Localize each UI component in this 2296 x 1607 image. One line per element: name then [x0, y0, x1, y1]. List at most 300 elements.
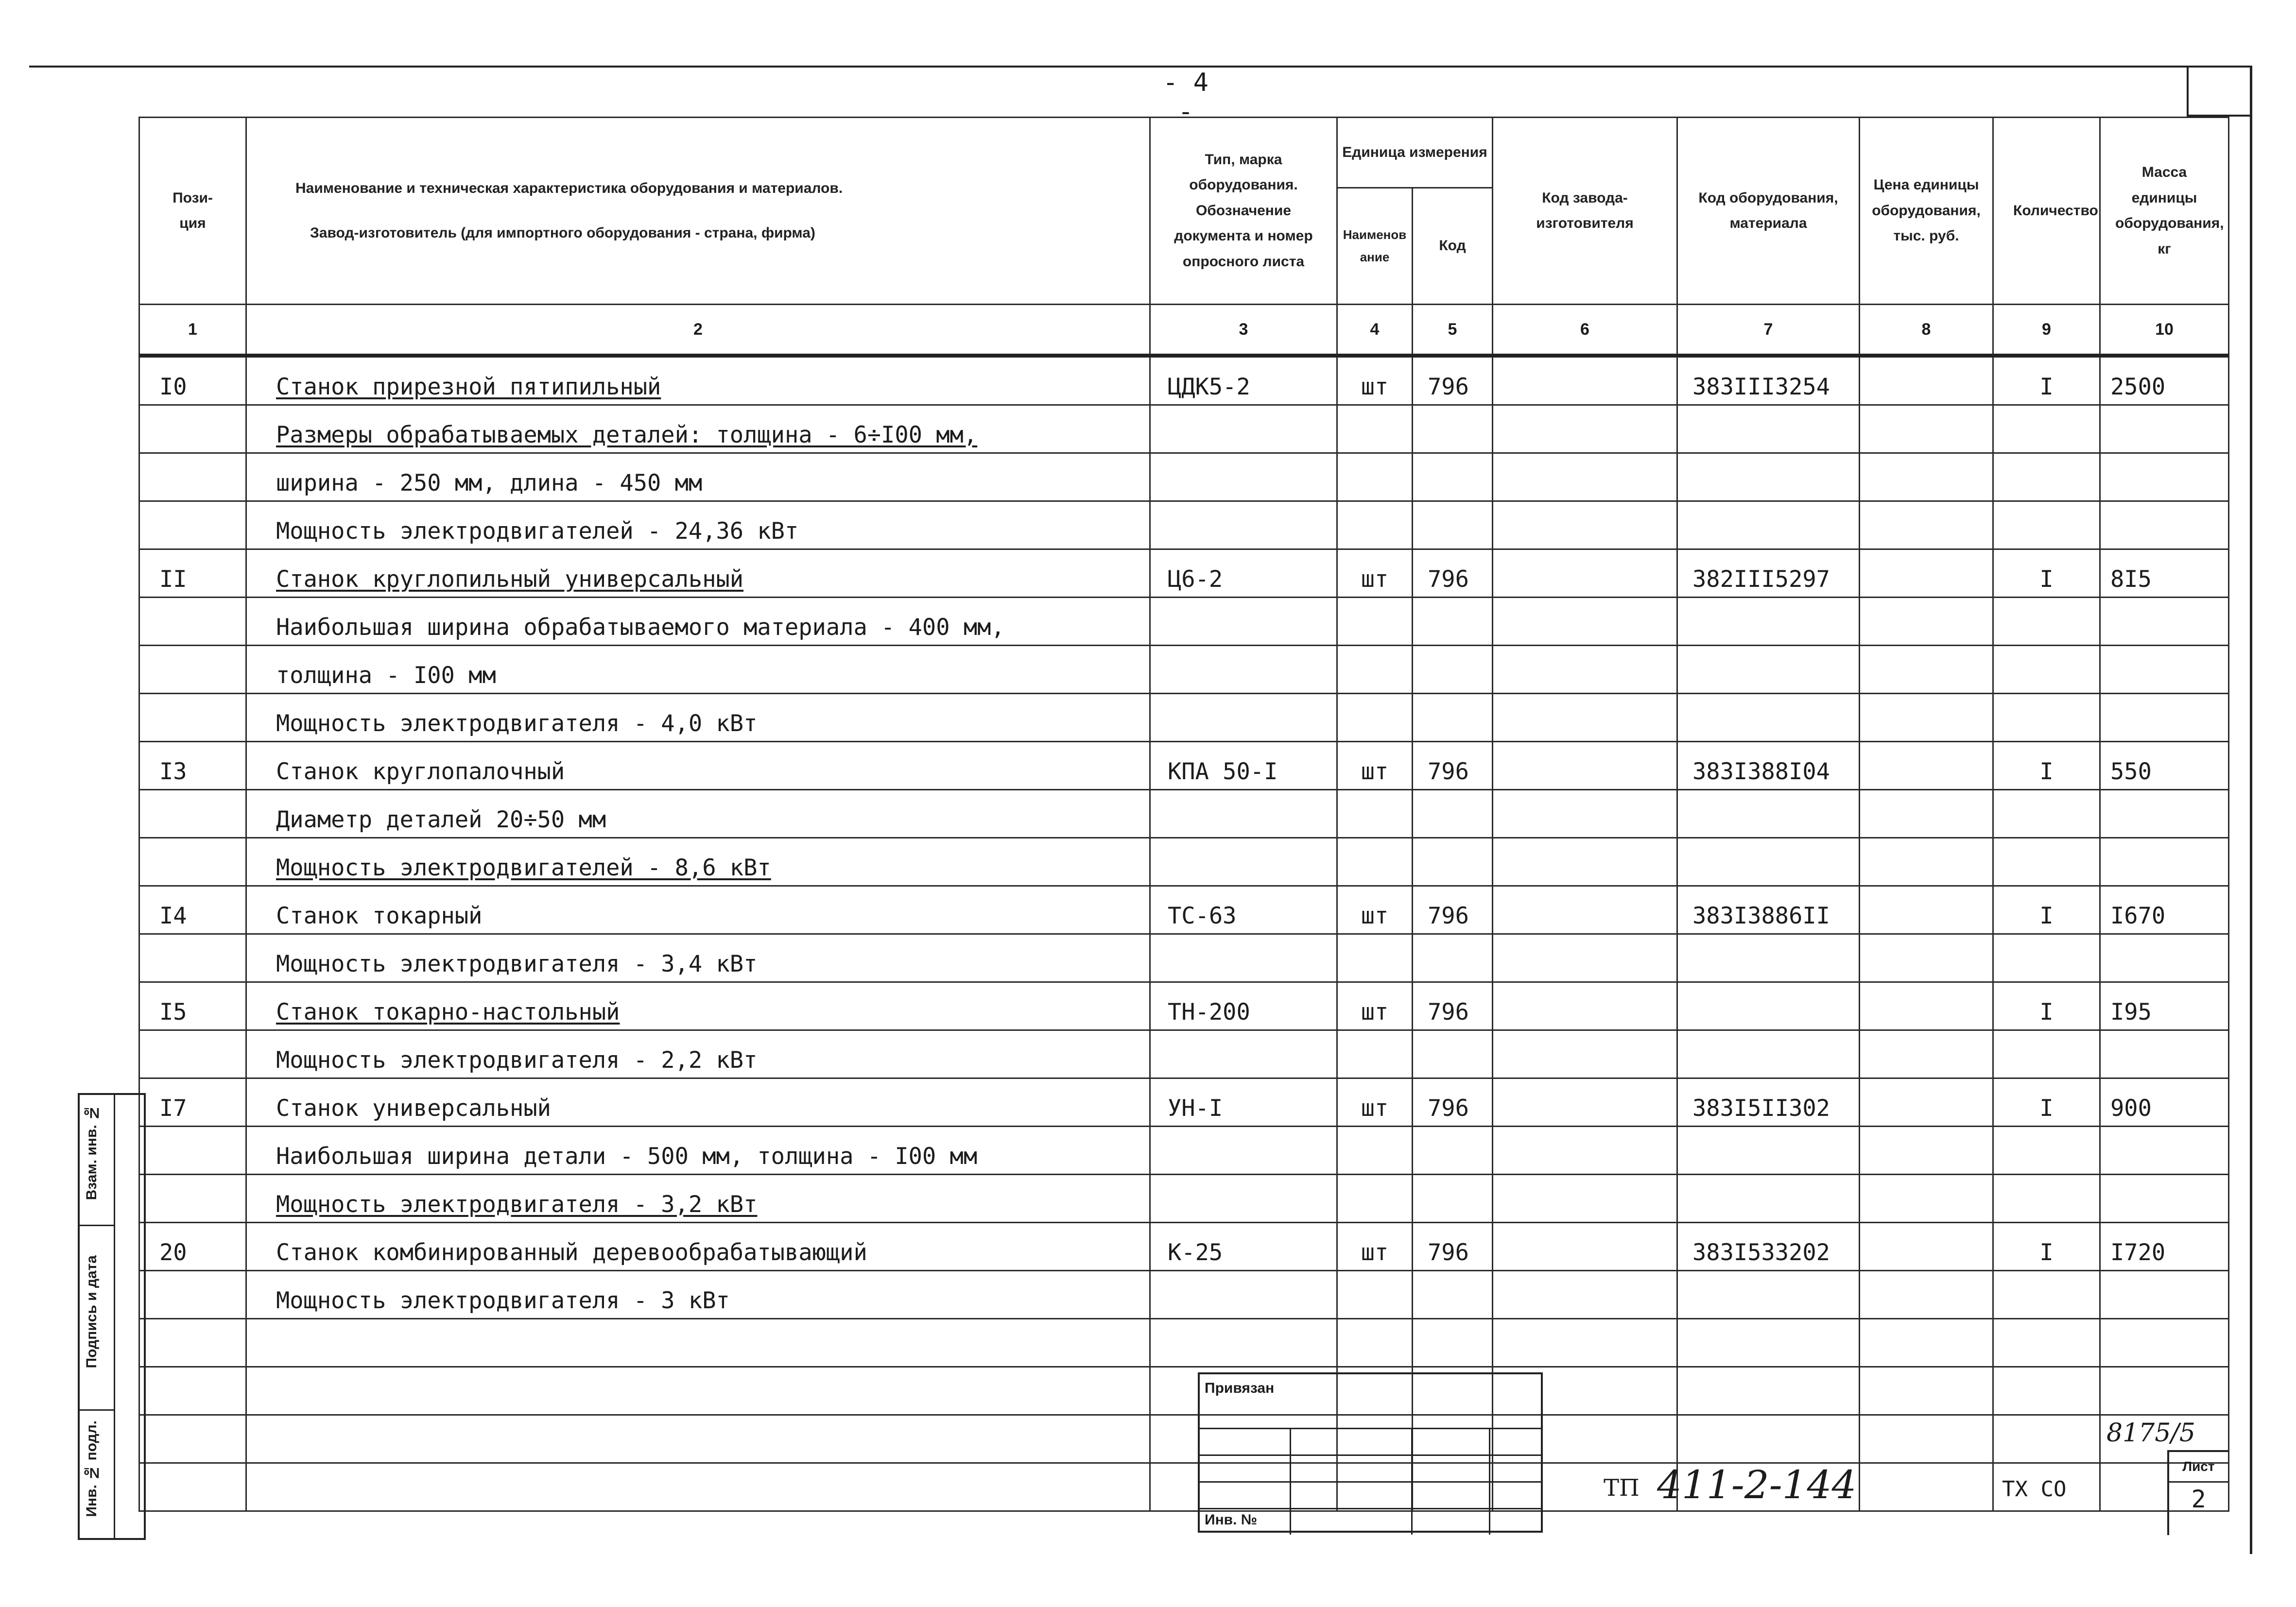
cell-quantity: I — [1993, 1223, 2100, 1271]
row-text: Станок токарный — [276, 903, 483, 929]
cell-unit-code: 796 — [1413, 356, 1493, 405]
cell-price — [1860, 1078, 1993, 1127]
cell-mass — [2100, 598, 2229, 646]
cell-name — [246, 742, 1150, 790]
cell-type: КПА 50-I — [1150, 742, 1337, 790]
cell-quantity — [1993, 1415, 2100, 1463]
cell-unit — [1337, 405, 1413, 453]
column-number-5: 5 — [1413, 305, 1493, 356]
cell-price — [1860, 1175, 1993, 1223]
cell-position: I4 — [139, 886, 246, 934]
cell-unit-code — [1413, 1127, 1493, 1175]
cell-price — [1860, 934, 1993, 982]
cell-equipment-code — [1677, 934, 1860, 982]
column-number-row — [139, 305, 2229, 356]
cell-unit — [1337, 598, 1413, 646]
cell-price — [1860, 982, 1993, 1030]
cell-quantity: I — [1993, 742, 2100, 790]
sidebar-inv-orig-cell — [80, 1411, 114, 1538]
cell-unit — [1337, 934, 1413, 982]
cell-name — [246, 1078, 1150, 1127]
cell-position — [139, 501, 246, 549]
row-text: Мощность электродвигателей - 24,36 кВт — [276, 518, 799, 545]
row-text: Станок прирезной пятипильный — [276, 374, 661, 400]
cell-equipment-code: 383I5II302 — [1677, 1078, 1860, 1127]
cell-unit-code — [1413, 1319, 1493, 1367]
cell-equipment-code — [1677, 405, 1860, 453]
cell-position: I5 — [139, 982, 246, 1030]
cell-position — [139, 1271, 246, 1319]
cell-price — [1860, 838, 1993, 886]
cell-mass — [2100, 646, 2229, 694]
cell-mass — [2100, 934, 2229, 982]
cell-name — [246, 934, 1150, 982]
cell-equipment-code: 383I533202 — [1677, 1223, 1860, 1271]
cell-mass: I670 — [2100, 886, 2229, 934]
cell-name — [246, 1271, 1150, 1319]
cell-equipment-code — [1677, 1271, 1860, 1319]
cell-equipment-code — [1677, 982, 1860, 1030]
row-text: Мощность электродвигателя - 3,4 кВт — [276, 951, 758, 977]
cell-unit — [1337, 790, 1413, 838]
cell-maker-code — [1493, 742, 1677, 790]
cell-quantity — [1993, 646, 2100, 694]
cell-price — [1860, 453, 1993, 501]
cell-quantity — [1993, 838, 2100, 886]
cell-price — [1860, 1415, 1993, 1463]
column-number-1: 1 — [139, 305, 246, 356]
header-equipment-code: Код оборудования, материала — [1677, 118, 1860, 305]
cell-quantity — [1993, 598, 2100, 646]
table-row — [139, 1463, 2229, 1511]
cell-quantity: I — [1993, 1078, 2100, 1127]
cell-name — [246, 356, 1150, 405]
row-text: Мощность электродвигателя - 3,2 кВт — [276, 1191, 758, 1218]
approval-sidebar — [78, 1093, 146, 1540]
table-row — [139, 549, 2229, 598]
cell-equipment-code — [1677, 646, 1860, 694]
cell-unit — [1337, 646, 1413, 694]
cell-maker-code — [1493, 356, 1677, 405]
doc-suffix: ТХ СО — [2002, 1477, 2067, 1502]
cell-mass — [2100, 694, 2229, 742]
table-row — [139, 934, 2229, 982]
table-row — [139, 1175, 2229, 1223]
cell-equipment-code — [1677, 598, 1860, 646]
cell-mass — [2100, 453, 2229, 501]
cell-price — [1860, 356, 1993, 405]
cell-position — [139, 405, 246, 453]
equipment-spec-table — [138, 117, 2229, 1512]
cell-unit — [1337, 1175, 1413, 1223]
cell-price — [1860, 646, 1993, 694]
cell-position: I7 — [139, 1078, 246, 1127]
header-name-line2: Завод-изготовитель (для импортного оборудования - страна, фирма) — [310, 225, 815, 241]
table-row — [139, 1078, 2229, 1127]
cell-quantity: I — [1993, 549, 2100, 598]
cell-mass — [2100, 1367, 2229, 1415]
cell-unit-code: 796 — [1413, 549, 1493, 598]
cell-unit: шт — [1337, 549, 1413, 598]
cell-type: ТС-63 — [1150, 886, 1337, 934]
table-row — [139, 1271, 2229, 1319]
table-row — [139, 838, 2229, 886]
header-type: Тип, марка оборудования. Обозначение документа и номер опросного листа — [1150, 118, 1337, 305]
header-quantity: Количество — [1993, 118, 2100, 305]
cell-position — [139, 694, 246, 742]
header-maker-code: Код завода-изготовителя — [1493, 118, 1677, 305]
table-row — [139, 1030, 2229, 1078]
cell-unit — [1337, 501, 1413, 549]
cell-unit — [1337, 694, 1413, 742]
cell-maker-code — [1493, 982, 1677, 1030]
cell-mass — [2100, 405, 2229, 453]
column-number-8: 8 — [1860, 305, 1993, 356]
cell-unit-code — [1413, 453, 1493, 501]
row-text: Станок круглопильный универсальный — [276, 566, 744, 593]
cell-price — [1860, 1367, 1993, 1415]
cell-unit-code — [1413, 405, 1493, 453]
cell-unit — [1337, 453, 1413, 501]
corner-stamp — [2187, 66, 2250, 117]
cell-maker-code — [1493, 405, 1677, 453]
cell-unit: шт — [1337, 1223, 1413, 1271]
table-row — [139, 742, 2229, 790]
cell-quantity — [1993, 1319, 2100, 1367]
doc-reference: 8175/5 — [2106, 1419, 2195, 1448]
table-row — [139, 356, 2229, 405]
cell-price — [1860, 790, 1993, 838]
header-mass: Масса единицы оборудования, кг — [2100, 118, 2229, 305]
column-number-9: 9 — [1993, 305, 2100, 356]
page-number: - 4 - — [1163, 68, 1208, 126]
cell-name — [246, 886, 1150, 934]
cell-name — [246, 1415, 1150, 1463]
cell-maker-code — [1493, 598, 1677, 646]
cell-quantity — [1993, 453, 2100, 501]
doc-number: 411-2-144 — [1657, 1462, 1857, 1507]
column-number-3: 3 — [1150, 305, 1337, 356]
table-row — [139, 405, 2229, 453]
cell-type — [1150, 1030, 1337, 1078]
cell-name — [246, 1127, 1150, 1175]
cell-equipment-code — [1677, 1415, 1860, 1463]
cell-position — [139, 1127, 246, 1175]
cell-name — [246, 982, 1150, 1030]
row-text: Наибольшая ширина обрабатываемого материала - 400 мм, — [276, 614, 1005, 641]
row-text: Размеры обрабатываемых деталей: толщина - 6÷I00 мм, — [276, 422, 978, 448]
cell-type — [1150, 1319, 1337, 1367]
cell-name — [246, 1463, 1150, 1511]
cell-mass: 900 — [2100, 1078, 2229, 1127]
cell-name — [246, 1319, 1150, 1367]
cell-position — [139, 934, 246, 982]
cell-unit-code: 796 — [1413, 742, 1493, 790]
table-row — [139, 1319, 2229, 1367]
cell-quantity: I — [1993, 886, 2100, 934]
cell-type — [1150, 790, 1337, 838]
cell-type — [1150, 501, 1337, 549]
cell-maker-code — [1493, 1271, 1677, 1319]
cell-equipment-code — [1677, 1319, 1860, 1367]
cell-maker-code — [1493, 1223, 1677, 1271]
cell-price — [1860, 742, 1993, 790]
sheet-label: Лист — [2169, 1452, 2228, 1483]
table-row — [139, 501, 2229, 549]
cell-unit-code: 796 — [1413, 982, 1493, 1030]
cell-maker-code — [1493, 790, 1677, 838]
cell-quantity — [1993, 1271, 2100, 1319]
cell-position — [139, 1030, 246, 1078]
inv-label: Инв. № — [1205, 1512, 1258, 1528]
table-row — [139, 453, 2229, 501]
cell-type: УН-I — [1150, 1078, 1337, 1127]
cell-maker-code — [1493, 1078, 1677, 1127]
cell-type: ТН-200 — [1150, 982, 1337, 1030]
cell-equipment-code — [1677, 838, 1860, 886]
row-text: Диаметр деталей 20÷50 мм — [276, 806, 606, 833]
cell-name — [246, 1223, 1150, 1271]
cell-equipment-code — [1677, 1367, 1860, 1415]
cell-name — [246, 646, 1150, 694]
cell-mass — [2100, 1127, 2229, 1175]
cell-position: II — [139, 549, 246, 598]
cell-unit-code — [1413, 1175, 1493, 1223]
cell-position: I3 — [139, 742, 246, 790]
sidebar-sign-label: Подпись и дата — [84, 1255, 100, 1368]
table-row — [139, 1127, 2229, 1175]
cell-quantity: I — [1993, 356, 2100, 405]
cell-quantity — [1993, 1030, 2100, 1078]
cell-mass — [2100, 838, 2229, 886]
cell-maker-code — [1493, 501, 1677, 549]
cell-unit-code — [1413, 838, 1493, 886]
cell-equipment-code — [1677, 453, 1860, 501]
cell-unit: шт — [1337, 982, 1413, 1030]
cell-type: К-25 — [1150, 1223, 1337, 1271]
cell-name — [246, 1030, 1150, 1078]
cell-mass — [2100, 1175, 2229, 1223]
cell-equipment-code — [1677, 1030, 1860, 1078]
header-name — [246, 118, 1150, 305]
table-row — [139, 1223, 2229, 1271]
cell-unit-code — [1413, 646, 1493, 694]
cell-quantity — [1993, 501, 2100, 549]
header-position: Пози- ция — [139, 118, 246, 305]
column-number-4: 4 — [1337, 305, 1413, 356]
cell-name — [246, 790, 1150, 838]
cell-name — [246, 1367, 1150, 1415]
cell-price — [1860, 1271, 1993, 1319]
cell-unit-code — [1413, 694, 1493, 742]
cell-name — [246, 405, 1150, 453]
cell-mass — [2100, 1030, 2229, 1078]
sheet-number: 2 — [2191, 1485, 2206, 1513]
cell-mass: I95 — [2100, 982, 2229, 1030]
cell-maker-code — [1493, 838, 1677, 886]
cell-name — [246, 598, 1150, 646]
cell-maker-code — [1493, 694, 1677, 742]
cell-price — [1860, 405, 1993, 453]
cell-maker-code — [1493, 1030, 1677, 1078]
cell-quantity — [1993, 1175, 2100, 1223]
cell-name — [246, 838, 1150, 886]
cell-mass: 2500 — [2100, 356, 2229, 405]
cell-equipment-code — [1677, 790, 1860, 838]
cell-position — [139, 1367, 246, 1415]
cell-unit — [1337, 1030, 1413, 1078]
row-text: толщина - I00 мм — [276, 662, 496, 689]
table-row — [139, 646, 2229, 694]
cell-position: I0 — [139, 356, 246, 405]
cell-position — [139, 646, 246, 694]
cell-name — [246, 549, 1150, 598]
cell-price — [1860, 501, 1993, 549]
cell-equipment-code — [1677, 694, 1860, 742]
cell-equipment-code — [1677, 501, 1860, 549]
row-text: Мощность электродвигателя - 2,2 кВт — [276, 1047, 758, 1074]
cell-type — [1150, 405, 1337, 453]
cell-maker-code — [1493, 453, 1677, 501]
header-unit-name: Наименование — [1337, 188, 1413, 305]
cell-quantity — [1993, 1367, 2100, 1415]
cell-mass: 550 — [2100, 742, 2229, 790]
column-number-7: 7 — [1677, 305, 1860, 356]
cell-price — [1860, 886, 1993, 934]
row-text: Станок универсальный — [276, 1095, 551, 1122]
cell-price — [1860, 1223, 1993, 1271]
row-text: Мощность электродвигателя - 4,0 кВт — [276, 710, 758, 737]
cell-maker-code — [1493, 934, 1677, 982]
sidebar-inv-replace-cell — [80, 1095, 114, 1226]
cell-mass — [2100, 1319, 2229, 1367]
table-row — [139, 598, 2229, 646]
cell-equipment-code: 383I388I04 — [1677, 742, 1860, 790]
cell-unit-code: 796 — [1413, 1078, 1493, 1127]
cell-position: 20 — [139, 1223, 246, 1271]
cell-type — [1150, 598, 1337, 646]
cell-position — [139, 790, 246, 838]
cell-mass — [2100, 501, 2229, 549]
cell-type — [1150, 694, 1337, 742]
cell-name — [246, 453, 1150, 501]
cell-unit-code — [1413, 598, 1493, 646]
cell-unit-code — [1413, 501, 1493, 549]
header-name-line1: Наименование и техническая характеристика оборудования и материалов. — [295, 180, 843, 196]
row-text: Мощность электродвигателя - 3 кВт — [276, 1287, 730, 1314]
cell-type — [1150, 1175, 1337, 1223]
cell-type — [1150, 1127, 1337, 1175]
table-row — [139, 790, 2229, 838]
cell-price — [1860, 1319, 1993, 1367]
cell-price — [1860, 1463, 1993, 1511]
sidebar-sign-cell — [80, 1226, 114, 1411]
cell-type — [1150, 934, 1337, 982]
cell-unit-code: 796 — [1413, 886, 1493, 934]
cell-quantity — [1993, 934, 2100, 982]
cell-price — [1860, 694, 1993, 742]
header-price: Цена единицы оборудования, тыс. руб. — [1860, 118, 1993, 305]
cell-price — [1860, 549, 1993, 598]
sidebar-inv-orig-label: Инв. № подл. — [84, 1420, 100, 1517]
cell-unit: шт — [1337, 356, 1413, 405]
row-text: Станок комбинированный деревообрабатывающий — [276, 1239, 867, 1266]
cell-maker-code — [1493, 886, 1677, 934]
row-text: Станок токарно-настольный — [276, 999, 620, 1026]
table-row — [139, 1415, 2229, 1463]
cell-unit — [1337, 1271, 1413, 1319]
cell-name — [246, 1175, 1150, 1223]
cell-type — [1150, 646, 1337, 694]
cell-mass — [2100, 1271, 2229, 1319]
cell-price — [1860, 598, 1993, 646]
cell-type: ЦДК5-2 — [1150, 356, 1337, 405]
cell-position — [139, 1175, 246, 1223]
cell-equipment-code: 383III3254 — [1677, 356, 1860, 405]
cell-mass: 8I5 — [2100, 549, 2229, 598]
column-number-2: 2 — [246, 305, 1150, 356]
table-row — [139, 982, 2229, 1030]
cell-name — [246, 694, 1150, 742]
cell-unit: шт — [1337, 1078, 1413, 1127]
cell-equipment-code: 382III5297 — [1677, 549, 1860, 598]
cell-quantity: I — [1993, 982, 2100, 1030]
cell-maker-code — [1493, 1319, 1677, 1367]
cell-price — [1860, 1127, 1993, 1175]
cell-unit — [1337, 1127, 1413, 1175]
doc-prefix: ТП — [1604, 1474, 1640, 1502]
cell-maker-code — [1493, 549, 1677, 598]
cell-quantity — [1993, 694, 2100, 742]
table-row — [139, 886, 2229, 934]
cell-unit-code — [1413, 1030, 1493, 1078]
bound-stamp — [1198, 1372, 1543, 1533]
cell-quantity — [1993, 790, 2100, 838]
cell-unit: шт — [1337, 742, 1413, 790]
row-text: Наибольшая ширина детали - 500 мм, толщина - I00 мм — [276, 1143, 978, 1170]
row-text: Станок круглопалочный — [276, 758, 565, 785]
cell-unit-code — [1413, 790, 1493, 838]
cell-mass — [2100, 790, 2229, 838]
cell-unit-code: 796 — [1413, 1223, 1493, 1271]
cell-mass: I720 — [2100, 1223, 2229, 1271]
cell-quantity — [1993, 1127, 2100, 1175]
cell-position — [139, 1319, 246, 1367]
cell-unit: шт — [1337, 886, 1413, 934]
cell-type: Ц6-2 — [1150, 549, 1337, 598]
cell-maker-code — [1493, 1175, 1677, 1223]
header-unit: Единица измерения — [1337, 118, 1493, 188]
row-text: ширина - 250 мм, длина - 450 мм — [276, 470, 703, 496]
cell-position — [139, 838, 246, 886]
cell-maker-code — [1493, 1127, 1677, 1175]
cell-name — [246, 501, 1150, 549]
cell-equipment-code — [1677, 1175, 1860, 1223]
sidebar-inv-replace-label: Взам. инв. № — [84, 1105, 100, 1200]
column-number-10: 10 — [2100, 305, 2229, 356]
cell-equipment-code — [1677, 1127, 1860, 1175]
table-row — [139, 694, 2229, 742]
table-row — [139, 1367, 2229, 1415]
cell-unit-code — [1413, 1271, 1493, 1319]
row-text: Мощность электродвигателей - 8,6 кВт — [276, 855, 771, 881]
cell-equipment-code: 383I3886II — [1677, 886, 1860, 934]
cell-position — [139, 1463, 246, 1511]
column-number-6: 6 — [1493, 305, 1677, 356]
bound-label: Привязан — [1205, 1380, 1275, 1396]
cell-position — [139, 1415, 246, 1463]
cell-unit — [1337, 1319, 1413, 1367]
